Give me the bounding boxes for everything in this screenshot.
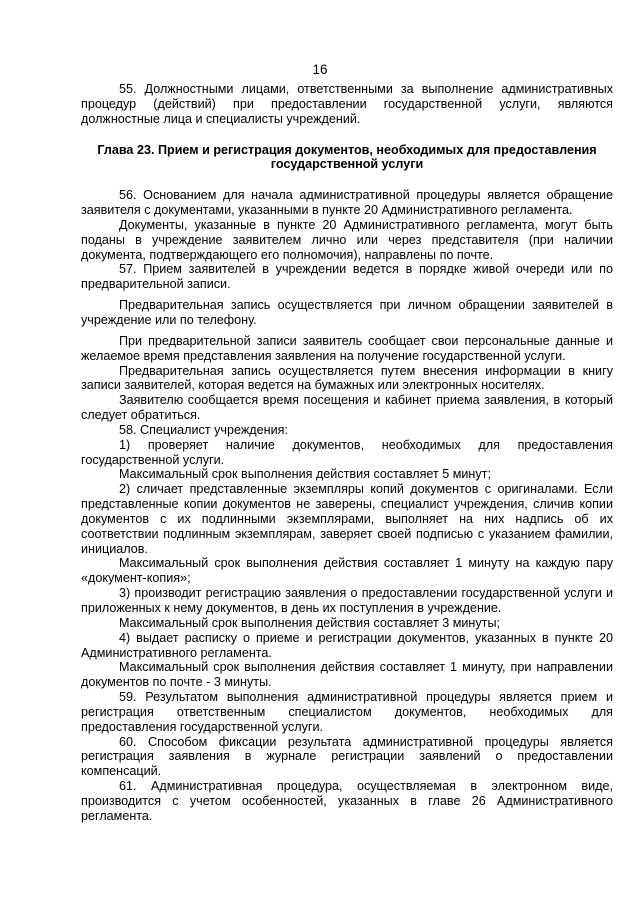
paragraph: Максимальный срок выполнения действия составляет 1 минуту на каждую пару «документ-копия»; — [81, 556, 613, 586]
paragraph-56: 56. Основанием для начала административной процедуры является обращение заявителя с документами, указанными в пункте 20 Административного регламента. — [81, 188, 613, 218]
paragraph: Максимальный срок выполнения действия составляет 1 минуту, при направлении документов по почте - 3 минуты. — [81, 660, 613, 690]
paragraph: Предварительная запись осуществляется путем внесения информации в книгу записи заявителей, которая ведется на бумажных или электронных носителях. — [81, 363, 613, 393]
paragraph: Заявителю сообщается время посещения и кабинет приема заявления, в который следует обратиться. — [81, 393, 613, 423]
paragraph: При предварительной записи заявитель сообщает свои персональные данные и желаемое время представления заявления на получение государственной услуги. — [81, 333, 613, 363]
paragraph: Предварительная запись осуществляется при личном обращении заявителей в учреждение или по телефону. — [81, 298, 613, 327]
paragraph-61: 61. Административная процедура, осуществляемая в электронном виде, производится с учетом особенностей, указанных в главе 26 Административного регламента. — [81, 779, 613, 823]
paragraph: Документы, указанные в пункте 20 Административного регламента, могут быть поданы в учреждение заявителем лично или через представителя (при наличии документа, подтверждающего его полномочия), направлены по почте. — [81, 217, 613, 262]
paragraph: 3) производит регистрацию заявления о предоставлении государственной услуги и приложенных к нему документов, в день их поступления в учреждение. — [81, 586, 613, 615]
page-number: 16 — [312, 62, 328, 77]
paragraph: 4) выдает расписку о приеме и регистрации документов, указанных в пункте 20 Административного регламента. — [81, 630, 613, 660]
paragraph-58: 58. Специалист учреждения: — [119, 422, 288, 437]
paragraph-57: 57. Прием заявителей в учреждении ведется в порядке живой очереди или по предварительной записи. — [81, 262, 613, 292]
paragraph-60: 60. Способом фиксации результата административной процедуры является регистрация заявления в журнале регистрации заявлений о предоставлении компенсаций. — [81, 734, 613, 779]
paragraph: Максимальный срок выполнения действия составляет 5 минут; — [119, 467, 491, 482]
paragraph: Максимальный срок выполнения действия составляет 3 минуты; — [119, 615, 501, 630]
document-body — [81, 82, 613, 824]
paragraph: 1) проверяет наличие документов, необходимых для предоставления государственной услуги. — [81, 437, 613, 467]
paragraph-55: 55. Должностными лицами, ответственными за выполнение административных процедур (действий) при предоставлении государственной услуги, являются должностные лица и специалисты учреждений. — [81, 82, 613, 126]
paragraph: 2) сличает представленные экземпляры копий документов с оригиналами. Если представленные копии документов не заверены, специалист учреждения, сличив копии документов с их подлинными экземплярами, выполняет на них надпись об их соответствии подлинным экземплярам, заверяет своей подписью с указанием фамилии, инициалов. — [81, 482, 613, 556]
paragraph-59: 59. Результатом выполнения административной процедуры является прием и регистрация ответственным специалистом документов, необходимых для предоставления государственной услуги. — [81, 690, 613, 734]
chapter-title: Глава 23. Прием и регистрация документов, необходимых для предоставления государственной услуги — [97, 142, 597, 172]
